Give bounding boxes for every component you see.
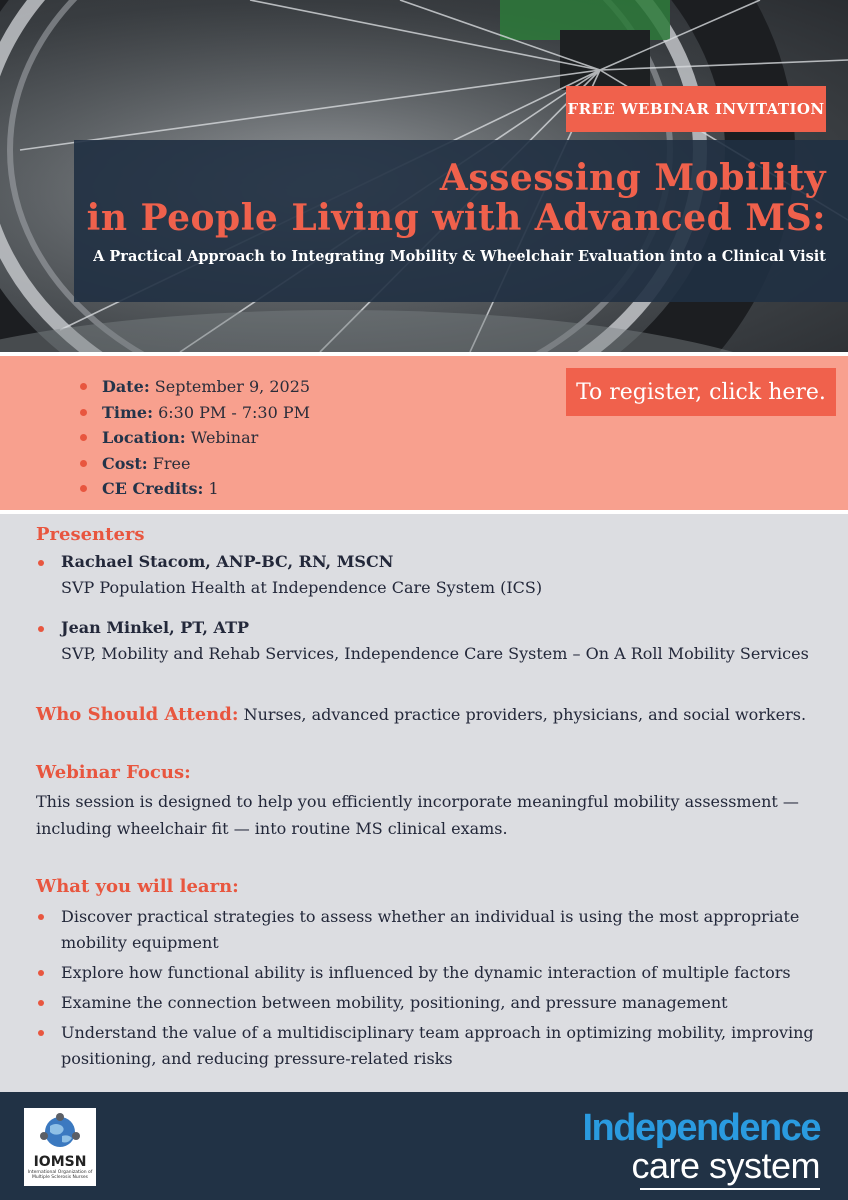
who-should-attend: [36, 704, 806, 725]
bullet-icon: [38, 914, 44, 920]
presenter-item: [36, 552, 542, 597]
learn-item: Discover practical strategies to assess whether an individual is using the most appropriate mobility equipment: [36, 904, 826, 956]
register-button[interactable]: To register, click here.: [566, 368, 836, 416]
presenter-role: SVP Population Health at Independence Care System (ICS): [61, 578, 543, 597]
bullet-icon: [38, 1000, 44, 1006]
focus-heading: Webinar Focus:: [36, 762, 191, 783]
learn-item: Explore how functional ability is influenced by the dynamic interaction of multiple factors: [36, 960, 826, 986]
title-panel: [74, 140, 848, 302]
ics-logo-line2: care system: [631, 1145, 820, 1186]
bullet-icon: [80, 409, 87, 416]
bullet-icon: [80, 460, 87, 467]
bullet-icon: [80, 485, 87, 492]
learn-item: Examine the connection between mobility, positioning, and pressure management: [36, 990, 826, 1016]
learn-heading: What you will learn:: [36, 876, 239, 897]
title-line-1: Assessing Mobility: [439, 157, 826, 199]
ics-logo-line1: Independence: [582, 1107, 820, 1149]
detail-date: Date: September 9, 2025: [78, 374, 310, 400]
hero-banner: [0, 0, 848, 352]
detail-cost: Cost: Free: [78, 451, 310, 477]
attend-label: Who Should Attend:: [36, 704, 239, 725]
iomsn-logo[interactable]: [24, 1108, 96, 1186]
presenter-name: Rachael Stacom, ANP-BC, RN, MSCN: [61, 552, 394, 571]
learn-item: Understand the value of a multidisciplinary team approach in optimizing mobility, improving positioning, and reducing pressure-related risks: [36, 1020, 826, 1072]
subtitle: A Practical Approach to Integrating Mobility & Wheelchair Evaluation into a Clinical Visit: [93, 248, 826, 265]
detail-location: Location: Webinar: [78, 425, 310, 451]
footer: [0, 1092, 848, 1200]
iomsn-wordmark: IOMSN: [33, 1154, 87, 1170]
presenter-item: [36, 618, 809, 663]
bullet-icon: [38, 1030, 44, 1036]
bullet-icon: [38, 626, 44, 632]
bullet-icon: [38, 970, 44, 976]
iomsn-subtext: International Organization of Multiple Sclerosis Nurses: [27, 1170, 93, 1180]
ics-logo-underline: [640, 1188, 820, 1190]
presenter-name: Jean Minkel, PT, ATP: [61, 618, 250, 637]
learn-list: [36, 904, 826, 1076]
ics-logo[interactable]: [583, 1108, 821, 1190]
detail-time: Time: 6:30 PM - 7:30 PM: [78, 400, 310, 426]
title-line-2: in People Living with Advanced MS:: [86, 197, 826, 239]
focus-text: This session is designed to help you efficiently incorporate meaningful mobility assessment — including wheelchair fit — into routine MS clinical exams.: [36, 792, 799, 838]
bullet-icon: [80, 383, 87, 390]
presenter-role: SVP, Mobility and Rehab Services, Independence Care System – On A Roll Mobility Services: [61, 644, 809, 663]
bullet-icon: [80, 434, 87, 441]
details-list: [78, 374, 310, 502]
presenters-heading: Presenters: [36, 524, 145, 545]
main-content: [0, 514, 848, 1092]
globe-icon: [38, 1112, 82, 1152]
free-webinar-badge: FREE WEBINAR INVITATION: [566, 86, 826, 132]
detail-ce-credits: CE Credits: 1: [78, 476, 310, 502]
bullet-icon: [38, 560, 44, 566]
attend-text: Nurses, advanced practice providers, physicians, and social workers.: [238, 705, 807, 724]
